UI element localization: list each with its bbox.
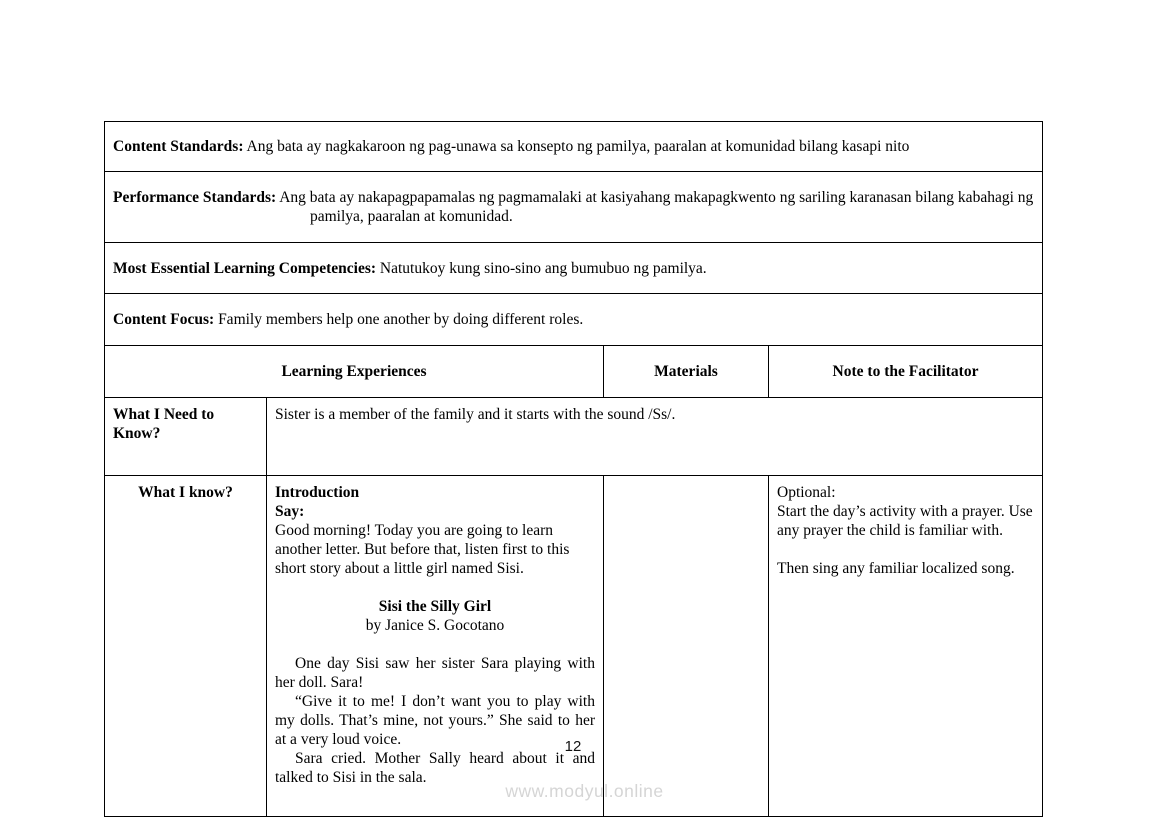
watermark: www.modyul.online	[505, 781, 664, 801]
content-focus-text	[113, 310, 1034, 329]
header-learning-experiences: Learning Experiences	[105, 346, 604, 398]
page-number: 12	[564, 738, 582, 755]
performance-standards-text	[113, 188, 1034, 226]
blank-line	[275, 578, 595, 597]
say-text: Good morning! Today you are going to learn another letter. But before that, listen first to this short story about a little girl named Sisi.	[275, 522, 570, 577]
what-i-know-note-cell	[769, 476, 1043, 817]
story-paragraph: Sara cried. Mother Sally heard about it and talked to Sisi in the sala.	[275, 750, 595, 786]
blank-line	[777, 540, 1034, 559]
second-note: Then sing any familiar localized song.	[777, 560, 1015, 577]
content-standards-row	[105, 122, 1043, 172]
content-standards-cell	[105, 122, 1043, 172]
melc-row	[105, 243, 1043, 294]
story-author: by Janice S. Gocotano	[365, 617, 505, 634]
what-i-need-to-know-content: Sister is a member of the family and it starts with the sound /Ss/.	[267, 398, 1043, 476]
what-i-know-materials-cell	[604, 476, 769, 817]
story-paragraph: “Give it to me! I don’t want you to play with my dolls. That’s mine, not yours.” She said to her at a very loud voice.	[275, 693, 595, 748]
what-i-need-to-know-label: What I Need to Know?	[105, 398, 267, 476]
melc-cell	[105, 243, 1043, 294]
melc-value: Natutukoy kung sino-sino ang bumubuo ng pamilya.	[379, 259, 707, 277]
story-paragraph: One day Sisi saw her sister Sara playing with her doll. Sara!	[275, 655, 595, 691]
performance-standards-value: Ang bata ay nakapagpapamalas ng pagmamalaki at kasiyahang makapagkwento ng sariling karanasan bilang kabahagi ng pamilya, paaralan at komunidad.	[279, 189, 1034, 225]
performance-standards-label: Performance Standards:	[113, 189, 277, 206]
lesson-plan-table	[104, 121, 1043, 817]
story-title: Sisi the Silly Girl	[378, 598, 492, 615]
melc-label: Most Essential Learning Competencies:	[113, 259, 377, 277]
optional-label: Optional:	[777, 484, 836, 501]
header-note-to-facilitator: Note to the Facilitator	[769, 346, 1043, 398]
content-standards-value: Ang bata ay nagkakaroon ng pag-unawa sa konsepto ng pamilya, paaralan at komunidad bilang kasapi nito	[246, 138, 910, 155]
melc-text	[113, 259, 1034, 278]
what-i-know-row	[105, 476, 1043, 817]
header-materials: Materials	[604, 346, 769, 398]
content-focus-cell	[105, 294, 1043, 346]
table-header-row	[105, 346, 1043, 398]
content-standards-label: Content Standards:	[113, 138, 244, 155]
what-i-need-to-know-row	[105, 398, 1043, 476]
performance-standards-row	[105, 172, 1043, 243]
introduction-heading: Introduction	[275, 484, 360, 501]
content-focus-value: Family members help one another by doing different roles.	[218, 311, 584, 328]
what-i-know-label: What I know?	[105, 476, 267, 817]
say-label: Say:	[275, 503, 305, 520]
content-focus-label: Content Focus:	[113, 311, 215, 328]
blank-line	[275, 635, 595, 654]
content-focus-row	[105, 294, 1043, 346]
optional-text: Start the day’s activity with a prayer. Use any prayer the child is familiar with.	[777, 503, 1033, 539]
content-standards-text	[113, 137, 1034, 156]
what-i-know-learning-experiences-cell	[267, 476, 604, 817]
performance-standards-cell	[105, 172, 1043, 243]
